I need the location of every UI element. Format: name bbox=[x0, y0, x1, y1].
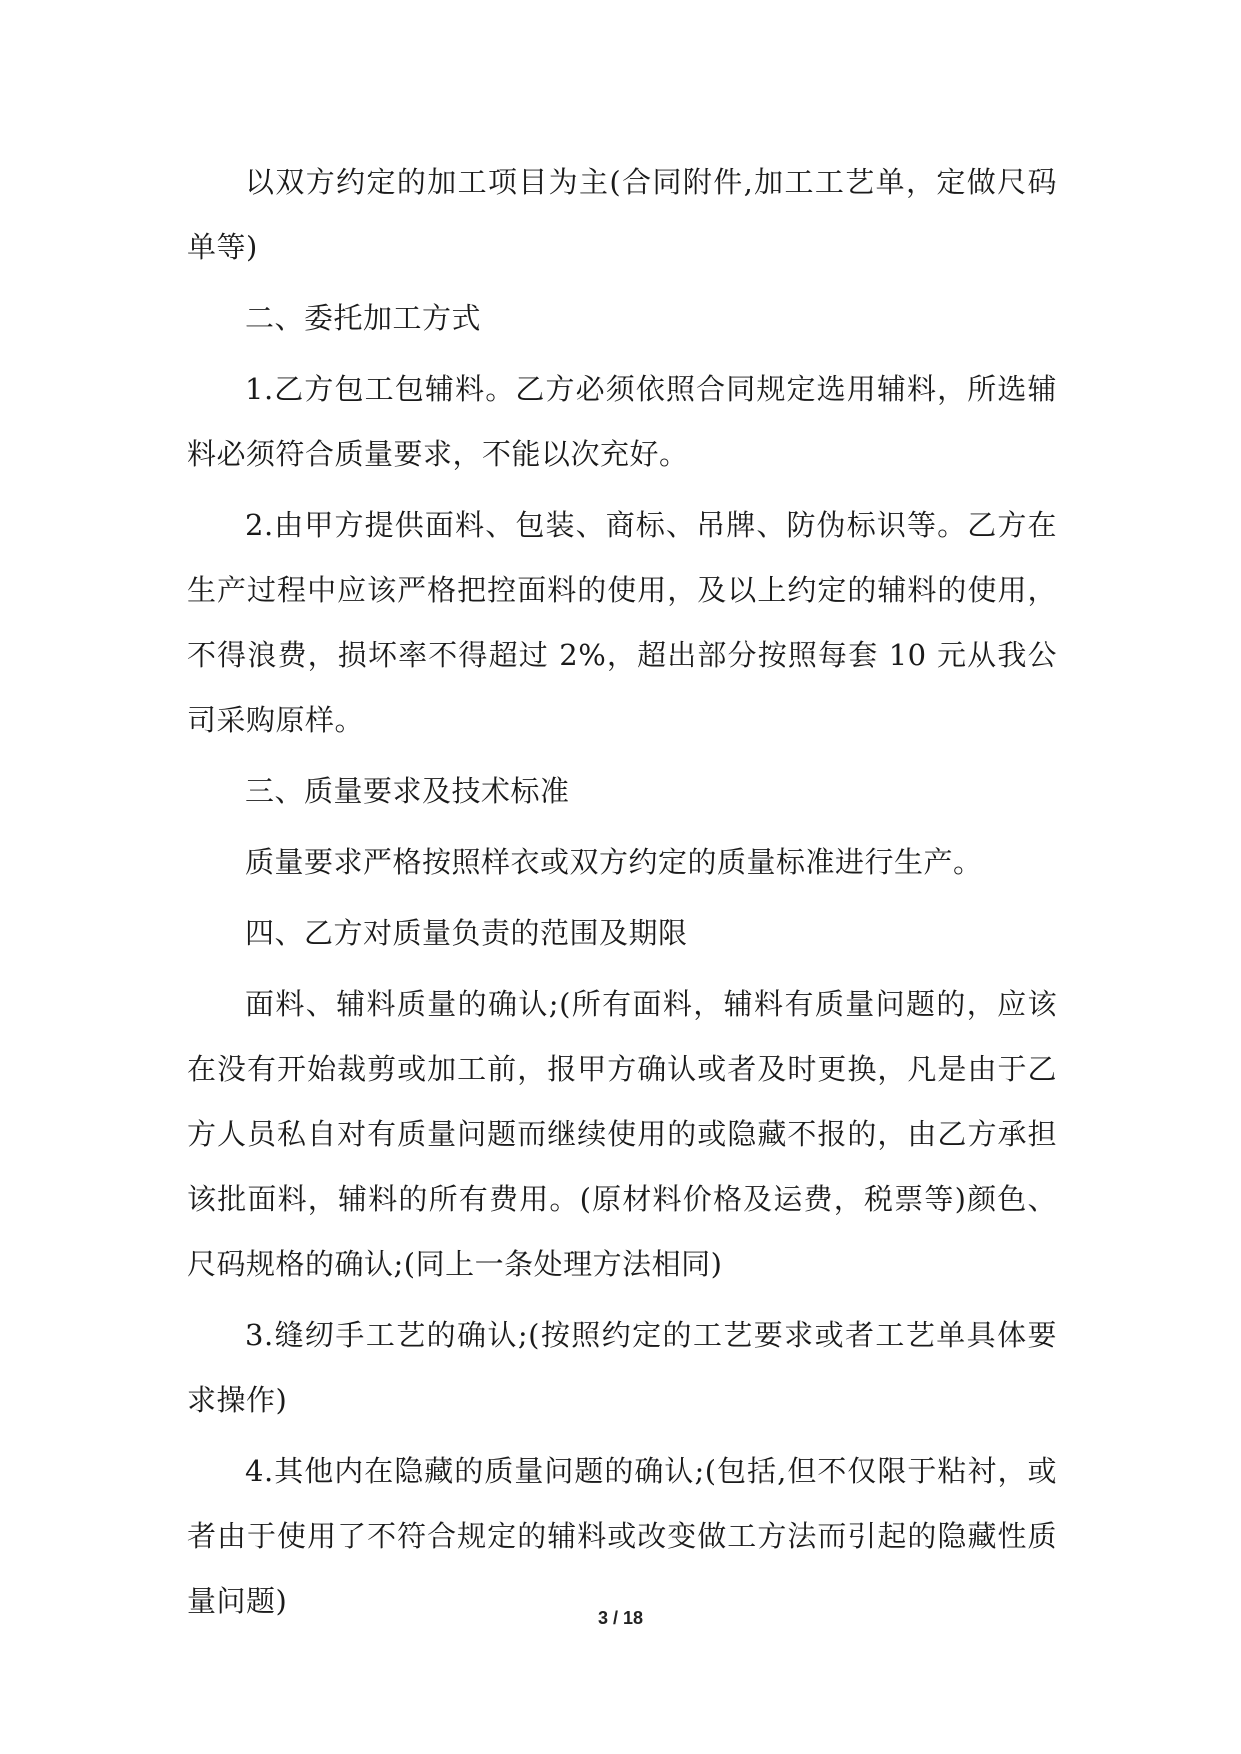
heading-section-4: 四、乙方对质量负责的范围及期限 bbox=[245, 916, 688, 950]
paragraph-quality-standard: 质量要求严格按照样衣或双方约定的质量标准进行生产。 bbox=[245, 845, 983, 879]
paragraph-item-3: 3.缝纫手工艺的确认;(按照约定的工艺要求或者工艺单具体要求操作) bbox=[187, 1318, 1057, 1417]
paragraph-processing-items: 以双方约定的加工项目为主(合同附件,加工工艺单，定做尺码单等) bbox=[187, 165, 1057, 264]
page-number: 3 / 18 bbox=[597, 1608, 644, 1628]
paragraph-item-1: 1.乙方包工包辅料。乙方必须依照合同规定选用辅料，所选辅料必须符合质量要求，不能以次充好。 bbox=[187, 372, 1057, 471]
paragraph-item-2: 2.由甲方提供面料、包装、商标、吊牌、防伪标识等。乙方在生产过程中应该严格把控面料的使用，及以上约定的辅料的使用，不得浪费，损坏率不得超过 2%，超出部分按照每套 10 元从我公司采购原样。 bbox=[187, 508, 1057, 737]
heading-section-3: 三、质量要求及技术标准 bbox=[245, 774, 570, 808]
heading-section-2: 二、委托加工方式 bbox=[245, 301, 482, 335]
document-body bbox=[187, 150, 1057, 1640]
paragraph-material-confirmation: 面料、辅料质量的确认;(所有面料，辅料有质量问题的，应该在没有开始裁剪或加工前，报甲方确认或者及时更换，凡是由于乙方人员私自对有质量问题而继续使用的或隐藏不报的，由乙方承担该批面料，辅料的所有费用。(原材料价格及运费，税票等)颜色、尺码规格的确认;(同上一条处理方法相同) bbox=[187, 987, 1057, 1281]
paragraph-item-4: 4.其他内在隐藏的质量问题的确认;(包括,但不仅限于粘衬，或者由于使用了不符合规定的辅料或改变做工方法而引起的隐藏性质量问题) bbox=[187, 1454, 1057, 1618]
